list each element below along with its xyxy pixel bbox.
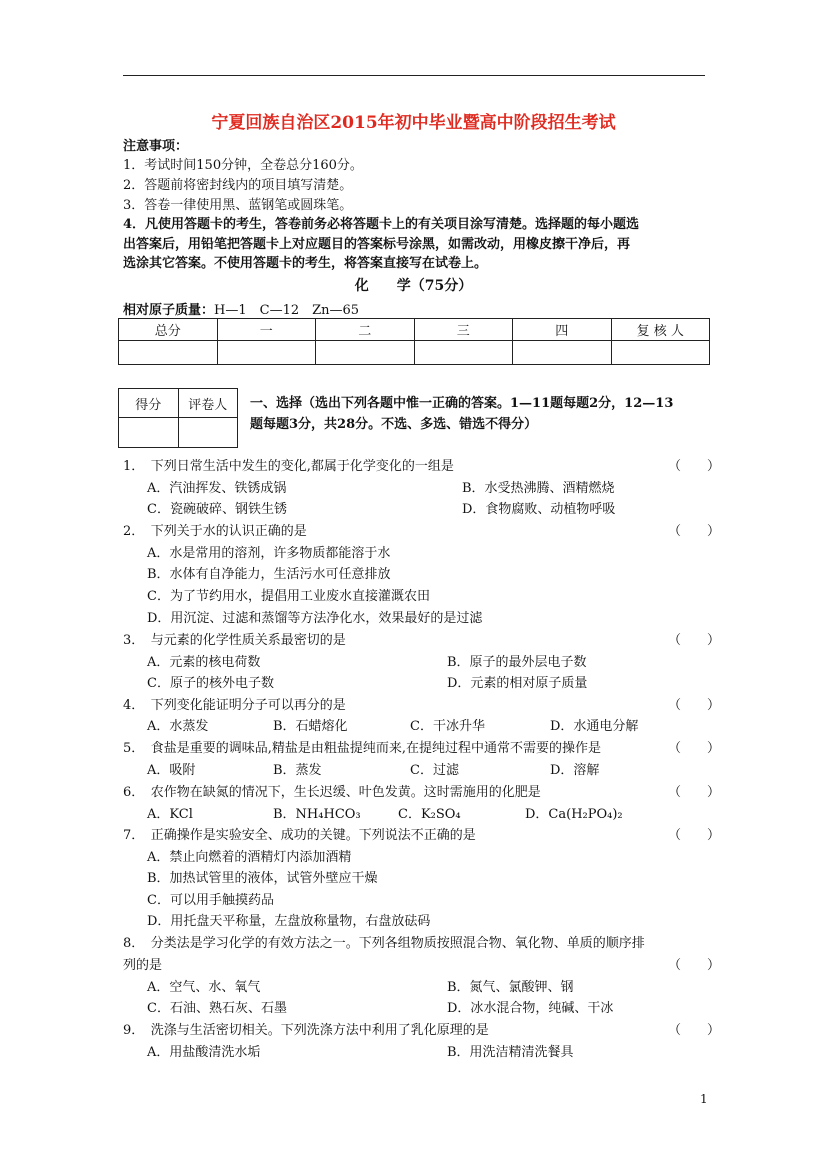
question-option: B．NH₄HCO₃ [273, 807, 361, 822]
exam-title: 宁夏回族自治区2015年初中毕业暨高中阶段招生考试 [211, 113, 616, 133]
question-option: A．水是常用的溶剂，许多物质都能溶于水 [147, 546, 391, 561]
answer-blank[interactable]: （ ） [668, 698, 721, 713]
question-option: D．溶解 [550, 763, 600, 778]
score-cell[interactable] [611, 341, 710, 365]
question-option: C．石油、熟石灰、石墨 [147, 1001, 287, 1016]
answer-blank[interactable]: （ ） [668, 524, 721, 539]
score-cell[interactable] [414, 341, 513, 365]
question-option: B．石蜡熔化 [273, 719, 348, 734]
atomic-mass [123, 299, 359, 318]
answer-blank[interactable]: （ ） [668, 459, 721, 474]
answer-blank[interactable]: （ ） [668, 1023, 721, 1038]
header-rule [123, 75, 705, 76]
question-option: D．元素的相对原子质量 [447, 676, 588, 691]
score-header: 三 [414, 319, 513, 341]
question-stem: 3． 与元素的化学性质关系最密切的是 [123, 633, 346, 648]
question-stem: 7． 正确操作是实验安全、成功的关键。下列说法不正确的是 [123, 828, 476, 843]
notice-item: 1．考试时间150分钟，全卷总分160分。 [123, 158, 363, 173]
question-option: D．冰水混合物，纯碱、干冰 [447, 1001, 614, 1016]
score-cell[interactable] [316, 341, 415, 365]
question-option: A．汽油挥发、铁锈成锅 [147, 481, 287, 496]
answer-blank[interactable]: （ ） [668, 741, 721, 756]
score-header: 一 [217, 319, 316, 341]
question-option: C．瓷碗破碎、钢铁生锈 [147, 502, 287, 517]
question-option: B．水体有自净能力，生活污水可任意排放 [147, 567, 391, 582]
question-option: D．水通电分解 [550, 719, 639, 734]
grader-cell[interactable] [178, 418, 238, 448]
answer-blank[interactable]: （ ） [668, 828, 721, 843]
grader-table [118, 388, 238, 448]
grader-header: 得分 [119, 389, 179, 418]
atomic-mass-value: H—1 C—12 Zn—65 [214, 303, 360, 318]
question-stem: 列的是 [123, 958, 163, 973]
question-option: A．空气、水、氧气 [147, 980, 261, 995]
question-option: B．氮气、氯酸钾、钢 [447, 980, 574, 995]
grader-cell[interactable] [119, 418, 179, 448]
section-instruction: 题每题3分，共28分。不选、多选、错选不得分） [250, 417, 538, 432]
question-option: B．蒸发 [273, 763, 322, 778]
question-option: A．禁止向燃着的酒精灯内添加酒精 [147, 850, 352, 865]
score-header: 总分 [119, 319, 218, 341]
score-header: 四 [513, 319, 612, 341]
question-option: A．用盐酸清洗水垢 [147, 1045, 261, 1060]
notice-item-4-line: 4．凡使用答题卡的考生，答卷前务必将答题卡上的有关项目涂写清楚。选择题的每小题选 [123, 217, 640, 232]
question-option: B．原子的最外层电子数 [447, 655, 587, 670]
answer-blank[interactable]: （ ） [668, 785, 721, 800]
question-option: D．用托盘天平称量，左盘放称量物，右盘放砝码 [147, 914, 431, 929]
question-option: A．元素的核电荷数 [147, 655, 261, 670]
question-option: C．可以用手触摸药品 [147, 893, 274, 908]
score-header: 复 核 人 [611, 319, 710, 341]
question-option: A．吸附 [147, 763, 196, 778]
question-option: D．食物腐败、动植物呼吸 [462, 502, 616, 517]
notice-item: 2．答题前将密封线内的项目填写清楚。 [123, 178, 353, 193]
question-option: B．加热试管里的液体，试管外壁应干燥 [147, 871, 378, 886]
question-option: C．K₂SO₄ [398, 807, 461, 822]
score-cell[interactable] [217, 341, 316, 365]
question-option: C．为了节约用水，提倡用工业废水直接灌溉农田 [147, 589, 430, 604]
notice-heading: 注意事项： [123, 139, 189, 154]
question-stem: 8． 分类法是学习化学的有效方法之一。下列各组物质按照混合物、氧化物、单质的顺序排 [123, 936, 645, 951]
score-table [118, 318, 710, 365]
atomic-mass-label: 相对原子质量： [123, 303, 215, 318]
question-stem: 6． 农作物在缺氮的情况下，生长迟缓、叶色发黄。这时需施用的化肥是 [123, 785, 541, 800]
section-instruction: 一、选择（选出下列各题中惟一正确的答案。1—11题每题2分，12—13 [250, 396, 674, 411]
page-number: 1 [700, 1092, 708, 1106]
question-stem: 5． 食盐是重要的调味品,精盐是由粗盐提纯而来,在提纯过程中通常不需要的操作是 [123, 741, 602, 756]
score-cell[interactable] [119, 341, 218, 365]
notice-item-4-line: 选涂其它答案。不使用答题卡的考生，将答案直接写在试卷上。 [123, 256, 488, 271]
question-option: A．KCl [147, 807, 193, 822]
question-stem: 1． 下列日常生活中发生的变化,都属于化学变化的一组是 [123, 459, 454, 474]
question-option: C．过滤 [410, 763, 459, 778]
question-stem: 9． 洗涤与生活密切相关。下列洗涤方法中利用了乳化原理的是 [123, 1023, 489, 1038]
answer-blank[interactable]: （ ） [668, 633, 721, 648]
notice-item-4-line: 出答案后，用铅笔把答题卡上对应题目的答案标号涂黑，如需改动，用橡皮擦干净后，再 [123, 237, 631, 252]
notice-item: 3．答卷一律使用黑、蓝钢笔或圆珠笔。 [123, 198, 353, 213]
answer-blank[interactable]: （ ） [668, 958, 721, 973]
question-option: B．水受热沸腾、酒精燃烧 [462, 481, 615, 496]
question-option: D．Ca(H₂PO₄)₂ [525, 807, 623, 822]
score-cell[interactable] [513, 341, 612, 365]
question-option: C．干冰升华 [410, 719, 485, 734]
question-option: C．原子的核外电子数 [147, 676, 274, 691]
question-option: B．用洗洁精清洗餐具 [447, 1045, 574, 1060]
grader-header: 评卷人 [178, 389, 238, 418]
question-option: A．水蒸发 [147, 719, 209, 734]
question-option: D．用沉淀、过滤和蒸馏等方法净化水，效果最好的是过滤 [147, 611, 483, 626]
question-stem: 4． 下列变化能证明分子可以再分的是 [123, 698, 346, 713]
score-header: 二 [316, 319, 415, 341]
subject-title: 化 学（75分） [354, 278, 473, 294]
question-stem: 2． 下列关于水的认识正确的是 [123, 524, 307, 539]
